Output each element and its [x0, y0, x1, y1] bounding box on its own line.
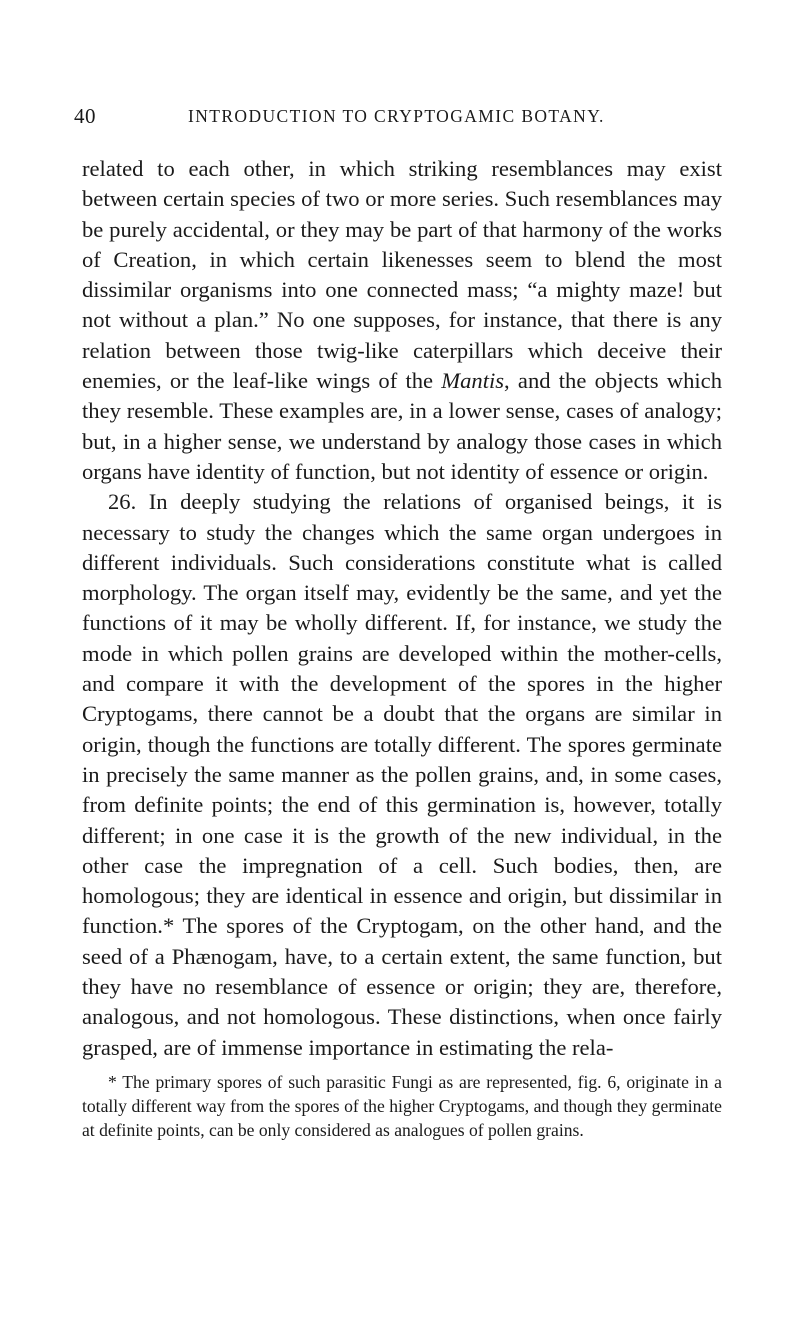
italic-term: Mantis — [441, 368, 505, 394]
book-page — [74, 104, 722, 1142]
footnote: * The primary spores of such parasitic Fungi as are represented, fig. 6, originate in a totally different way from the spores of the higher Cryptogams, and though they germinate at definite points, can be only considered as analogues of pollen grains. — [82, 1071, 722, 1140]
running-head — [74, 104, 722, 134]
paragraph-continued: related to each other, in which striking resemblances may exist between certain species of two or more series. Such resemblances may be purely accidental, or they may be part of that harmony of the works of Creation, in which certain likenesses seem to blend the most dissimilar organisms into one connected mass; “a mighty maze! but not without a plan.” No one supposes, for instance, that there is any relation between those twig-like caterpillars which deceive their enemies, or the leaf-like wings of the Mantis, and the objects which they resemble. These examples are, in a lower sense, cases of analogy; but, in a higher sense, we understand by analogy those cases in which organs have identity of function, but not identity of essence or origin. — [82, 156, 722, 484]
page-number: 40 — [74, 104, 96, 128]
section-number: 26. — [108, 489, 137, 515]
paragraph-26 — [82, 487, 722, 1063]
paragraph-26-text: In deeply studying the relations of organised beings, it is necessary to study the changes which the same organ undergoes in different individuals. Such considerations constitute what is called morphology. The organ itself may, evidently be the same, and yet the functions of it may be wholly different. If, for instance, we study the mode in which pollen grains are developed within the mother-cells, and compare it with the development of the spores in the higher Cryptogams, there cannot be a doubt that the organs are similar in origin, though the functions are totally different. The spores germinate in precisely the same manner as the pollen grains, and, in some cases, from definite points; the end of this germination is, however, totally different; in one case it is the growth of the new individual, in the other case the impregnation of a cell. Such bodies, then, are homologous; they are identical in essence and origin, but dissimilar in function.* The spores of the Cryptogam, on the other hand, and the seed of a Phænogam, have, to a certain extent, the same function, but they have no resemblance of essence or origin; they are, therefore, analogous, and not homologous. These distinctions, when once fairly grasped, are of immense importance in estimating the rela- — [82, 489, 722, 1060]
running-title: INTRODUCTION TO CRYPTOGAMIC BOTANY. — [188, 106, 605, 126]
body-text — [82, 154, 722, 1063]
